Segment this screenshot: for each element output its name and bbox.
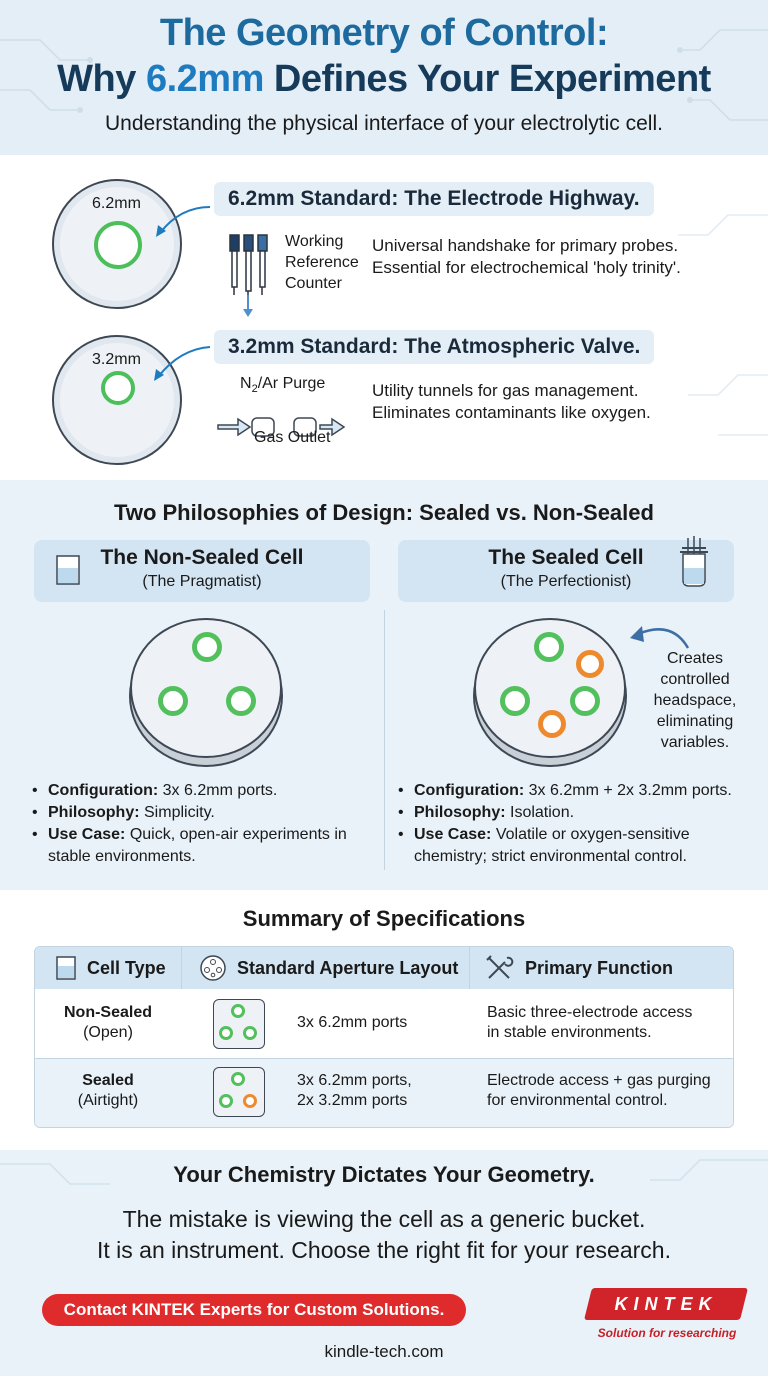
cell-type-sub: (Open): [83, 1024, 133, 1041]
non-sealed-title: The Non-Sealed Cell: [100, 546, 304, 569]
standard-desc-6-2mm: [372, 235, 681, 279]
table-row: [35, 989, 734, 1059]
bullet-text: 3x 6.2mm + 2x 3.2mm ports.: [524, 782, 732, 799]
mini-port: [231, 1072, 245, 1086]
bullet-text: 3x 6.2mm ports.: [158, 782, 278, 799]
electrode-probes-icon: [224, 231, 284, 321]
layout-line: 2x 3.2mm ports: [297, 1092, 408, 1109]
summary-section: [0, 890, 768, 1140]
philosophies-title: Two Philosophies of Design: Sealed vs. Non-Sealed: [114, 500, 654, 525]
bullet-configuration: [30, 780, 376, 802]
bullet-label: Philosophy:: [414, 804, 506, 821]
sealed-cell-icon: [674, 534, 714, 590]
layout-line: 3x 6.2mm ports: [297, 1014, 408, 1031]
outlet-label: Gas Outlet: [254, 429, 331, 446]
bullet-philosophy: [30, 802, 376, 824]
mini-port: [231, 1004, 245, 1018]
port-6-2mm: [226, 686, 256, 716]
mini-port: [243, 1026, 257, 1040]
sealed-card-header: [398, 540, 734, 602]
title-highlight: 6.2mm: [145, 58, 264, 100]
table-row: [35, 1059, 734, 1128]
header-aperture-layout: Standard Aperture Layout: [237, 958, 459, 978]
purge-label: [240, 373, 325, 400]
layout-diagram-sealed: [213, 1067, 265, 1117]
function-line: in stable environments.: [487, 1024, 652, 1041]
desc-line: Eliminates contaminants like oxygen.: [372, 403, 651, 422]
electrode-counter: Counter: [285, 275, 342, 292]
sealed-bullets: [396, 780, 756, 868]
page-subtitle: Understanding the physical interface of your electrolytic cell.: [105, 112, 663, 135]
port-3-2mm: [576, 650, 604, 678]
pointer-arrow-6-2mm: [120, 185, 220, 245]
bullet-label: Use Case:: [414, 826, 492, 843]
electrode-list: [285, 231, 359, 294]
sealed-note: Creates controlled headspace, eliminating variables.: [653, 650, 737, 751]
non-sealed-subtitle: (The Pragmatist): [142, 573, 262, 590]
bullet-text: Isolation.: [505, 804, 575, 821]
cell-type-name: Non-Sealed: [63, 1004, 152, 1021]
header-section: [0, 0, 768, 155]
electrode-reference: Reference: [285, 254, 359, 271]
cell-layout: [297, 1013, 407, 1033]
sealed-title: The Sealed Cell: [488, 546, 644, 569]
purge-n: N: [240, 375, 252, 392]
bullet-label: Configuration:: [48, 782, 159, 799]
layout-line: 3x 6.2mm ports,: [297, 1072, 412, 1089]
bullet-label: Configuration:: [414, 782, 525, 799]
aperture-layout-icon: [199, 954, 227, 982]
bullet-text: Quick, open-air experiments in stable environments.: [48, 826, 347, 865]
mini-port: [219, 1094, 233, 1108]
footer-tagline: Your Chemistry Dictates Your Geometry.: [173, 1162, 595, 1187]
desc-line: Utility tunnels for gas management.: [372, 381, 639, 400]
disk-label-6-2mm: 6.2mm: [92, 195, 141, 212]
port-6-2mm: [500, 686, 530, 716]
standard-desc-3-2mm: [372, 380, 651, 424]
website-link[interactable]: kindle-tech.com: [324, 1342, 444, 1361]
port-6-2mm: [570, 686, 600, 716]
header-primary-function: Primary Function: [525, 958, 674, 978]
cell-layout: [297, 1071, 412, 1111]
bullet-text: Volatile or oxygen-sensitive chemistry; strict environmental control.: [414, 826, 690, 865]
purge-rest: /Ar Purge: [257, 375, 326, 392]
mini-port: [219, 1026, 233, 1040]
sealed-subtitle: (The Perfectionist): [500, 573, 632, 590]
bullet-configuration: [396, 780, 756, 802]
bullet-use-case: [30, 824, 376, 868]
message-line: The mistake is viewing the cell as a generic bucket.: [122, 1206, 646, 1232]
standards-section: [0, 155, 768, 480]
bullet-label: Use Case:: [48, 826, 126, 843]
port-6-2mm: [192, 632, 222, 662]
column-divider: [384, 610, 385, 870]
title-prefix: Why: [57, 58, 146, 100]
contact-experts-button[interactable]: Contact KINTEK Experts for Custom Solutions.: [42, 1294, 466, 1326]
function-line: Basic three-electrode access: [487, 1004, 693, 1021]
standard-title-6-2mm: 6.2mm Standard: The Electrode Highway.: [214, 182, 654, 216]
cell-function: [487, 1003, 692, 1043]
bullet-use-case: [396, 824, 756, 868]
footer-message: [0, 1204, 768, 1266]
standard-title-3-2mm: 3.2mm Standard: The Atmospheric Valve.: [214, 330, 654, 364]
non-sealed-bullets: [30, 780, 376, 868]
disk-label-3-2mm: 3.2mm: [92, 351, 141, 368]
purge-sub: 2: [251, 383, 258, 396]
title-suffix: Defines Your Experiment: [263, 58, 711, 100]
philosophies-section: [0, 480, 768, 890]
bullet-text: Simplicity.: [139, 804, 215, 821]
tools-icon: [485, 954, 515, 982]
cell-type: [35, 1003, 181, 1043]
logo-slogan: Solution for researching: [597, 1326, 737, 1340]
port-6-2mm: [534, 632, 564, 662]
page-title-line1: The Geometry of Control:: [159, 12, 609, 54]
table-header-row: [35, 947, 734, 989]
function-line: Electrode access + gas purging: [487, 1072, 711, 1089]
bullet-philosophy: [396, 802, 756, 824]
circuit-pattern-right: [648, 155, 768, 480]
cell-type-name: Sealed: [82, 1072, 134, 1089]
header-cell-type: Cell Type: [87, 958, 166, 978]
desc-line: Universal handshake for primary probes.: [372, 236, 679, 255]
logo-text: KINTEK: [614, 1294, 718, 1314]
mini-port-small: [243, 1094, 257, 1108]
pointer-arrow-3-2mm: [120, 335, 220, 395]
summary-title: Summary of Specifications: [242, 906, 526, 931]
cell-type-sub: (Airtight): [77, 1092, 139, 1109]
page-title-line2: [0, 58, 768, 101]
cell-type: [35, 1071, 181, 1111]
port-6-2mm: [158, 686, 188, 716]
port-3-2mm: [538, 710, 566, 738]
bullet-label: Philosophy:: [48, 804, 140, 821]
spec-table: [34, 946, 734, 1128]
function-line: for environmental control.: [487, 1092, 668, 1109]
desc-line: Essential for electrochemical 'holy trinity'.: [372, 258, 681, 277]
non-sealed-card-header: [34, 540, 370, 602]
footer-section: [0, 1150, 768, 1376]
message-line: It is an instrument. Choose the right fit for your research.: [97, 1237, 671, 1263]
cell-function: [487, 1071, 711, 1111]
electrode-working: Working: [285, 233, 344, 250]
beaker-icon: [55, 955, 77, 981]
layout-diagram-non-sealed: [213, 999, 265, 1049]
